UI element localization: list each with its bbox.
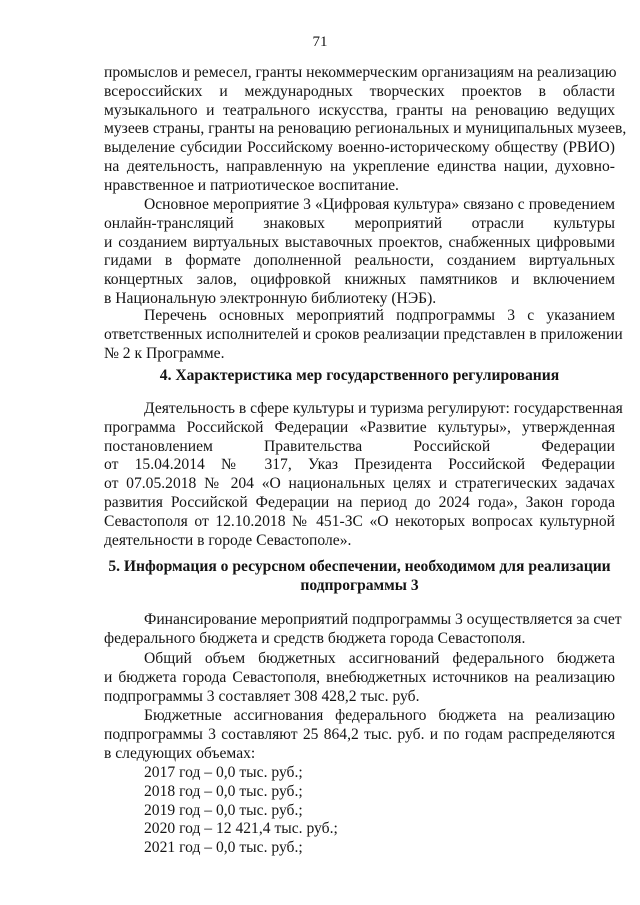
text-line: Перечень основных мероприятий подпрограммы 3 с указанием bbox=[144, 307, 615, 324]
list-item: 2017 год – 0,0 тыс. руб.; bbox=[144, 764, 303, 781]
text-line: Финансирование мероприятий подпрограммы 3 осуществляется за счет bbox=[144, 611, 622, 628]
section-5-heading bbox=[104, 558, 615, 596]
text-line: от 07.05.2018 № 204 «О национальных целях и стратегических задачах bbox=[104, 475, 615, 493]
text-line: № 2 к Программе. bbox=[104, 344, 225, 362]
text-line: выделение субсидии Российскому военно-историческому обществу (РВИО) bbox=[104, 139, 615, 157]
text-line: музыкального и театрального искусства, гранты на реновацию ведущих bbox=[104, 101, 615, 119]
text-line: гидами в формате дополненной реальности, созданием виртуальных bbox=[104, 252, 615, 270]
text-line: подпрограммы 3 составляет 308 428,2 тыс. руб. bbox=[104, 687, 420, 705]
paragraph-grants bbox=[104, 64, 627, 196]
paragraph-federal-budget bbox=[104, 707, 615, 763]
text-line: развития Российской Федерации на период до 2024 года», Закон города bbox=[104, 493, 615, 511]
text-line: в следующих объемах: bbox=[104, 744, 256, 762]
paragraph-measures-list bbox=[104, 307, 623, 363]
text-line: музеев страны, гранты на реновацию региональных и муниципальных музеев, bbox=[104, 120, 627, 138]
text-line: Бюджетные ассигнования федерального бюджета на реализацию bbox=[144, 707, 615, 724]
text-line: постановлением Правительства Российской Федерации bbox=[104, 437, 615, 455]
list-item: 2018 год – 0,0 тыс. руб.; bbox=[144, 782, 303, 800]
text-line: ответственных исполнителей и сроков реализации представлен в приложении bbox=[104, 325, 623, 343]
list-item: 2019 год – 0,0 тыс. руб.; bbox=[144, 801, 303, 819]
text-line: промыслов и ремесел, гранты некоммерческим организациям на реализацию bbox=[104, 64, 617, 81]
text-line: онлайн-трансляций знаковых мероприятий отрасли культуры bbox=[104, 214, 615, 232]
text-line: всероссийских и международных творческих проектов в области bbox=[104, 82, 615, 100]
text-line: на деятельность, направленную на укрепление единства нации, духовно- bbox=[104, 157, 615, 175]
text-line: подпрограммы 3 составляют 25 864,2 тыс. руб. и по годам распределяются bbox=[104, 725, 615, 743]
text-line: программа Российской Федерации «Развитие культуры», утвержденная bbox=[104, 418, 615, 436]
heading-line: подпрограммы 3 bbox=[300, 576, 419, 594]
page-number: 71 bbox=[312, 34, 328, 50]
text-line: концертных залов, оцифровкой книжных памятников и включением bbox=[104, 271, 615, 289]
list-item: 2021 год – 0,0 тыс. руб.; bbox=[144, 839, 303, 857]
paragraph-regulation bbox=[104, 400, 623, 550]
text-line: Севастополя от 12.10.2018 № 451-ЗС «О некоторых вопросах культурной bbox=[104, 512, 615, 530]
text-line: Основное мероприятие 3 «Цифровая культура» связано с проведением bbox=[144, 196, 615, 213]
paragraph-financing bbox=[104, 611, 622, 649]
text-line: нравственное и патриотическое воспитание. bbox=[104, 176, 399, 194]
text-line: и созданием виртуальных выставочных проектов, снабженных цифровыми bbox=[104, 233, 615, 251]
budget-by-year-list bbox=[144, 764, 338, 858]
section-4-heading: 4. Характеристика мер государственного регулирования bbox=[159, 367, 560, 384]
text-line: деятельности в городе Севастополе». bbox=[104, 531, 352, 549]
text-line: в Национальную электронную библиотеку (НЭБ). bbox=[104, 289, 437, 307]
text-line: федерального бюджета и средств бюджета города Севастополя. bbox=[104, 629, 526, 647]
paragraph-digital-culture bbox=[104, 196, 615, 309]
text-line: и бюджета города Севастополя, внебюджетных источников на реализацию bbox=[104, 668, 615, 686]
text-line: от 15.04.2014 № 317, Указ Президента Российской Федерации bbox=[104, 456, 615, 474]
text-line: Общий объем бюджетных ассигнований федерального бюджета bbox=[144, 650, 615, 667]
paragraph-total-volume bbox=[104, 650, 615, 706]
heading-line: 5. Информация о ресурсном обеспечении, необходимом для реализации bbox=[108, 558, 611, 575]
list-item: 2020 год – 12 421,4 тыс. руб.; bbox=[144, 820, 338, 838]
text-line: Деятельность в сфере культуры и туризма регулируют: государственная bbox=[144, 400, 623, 417]
